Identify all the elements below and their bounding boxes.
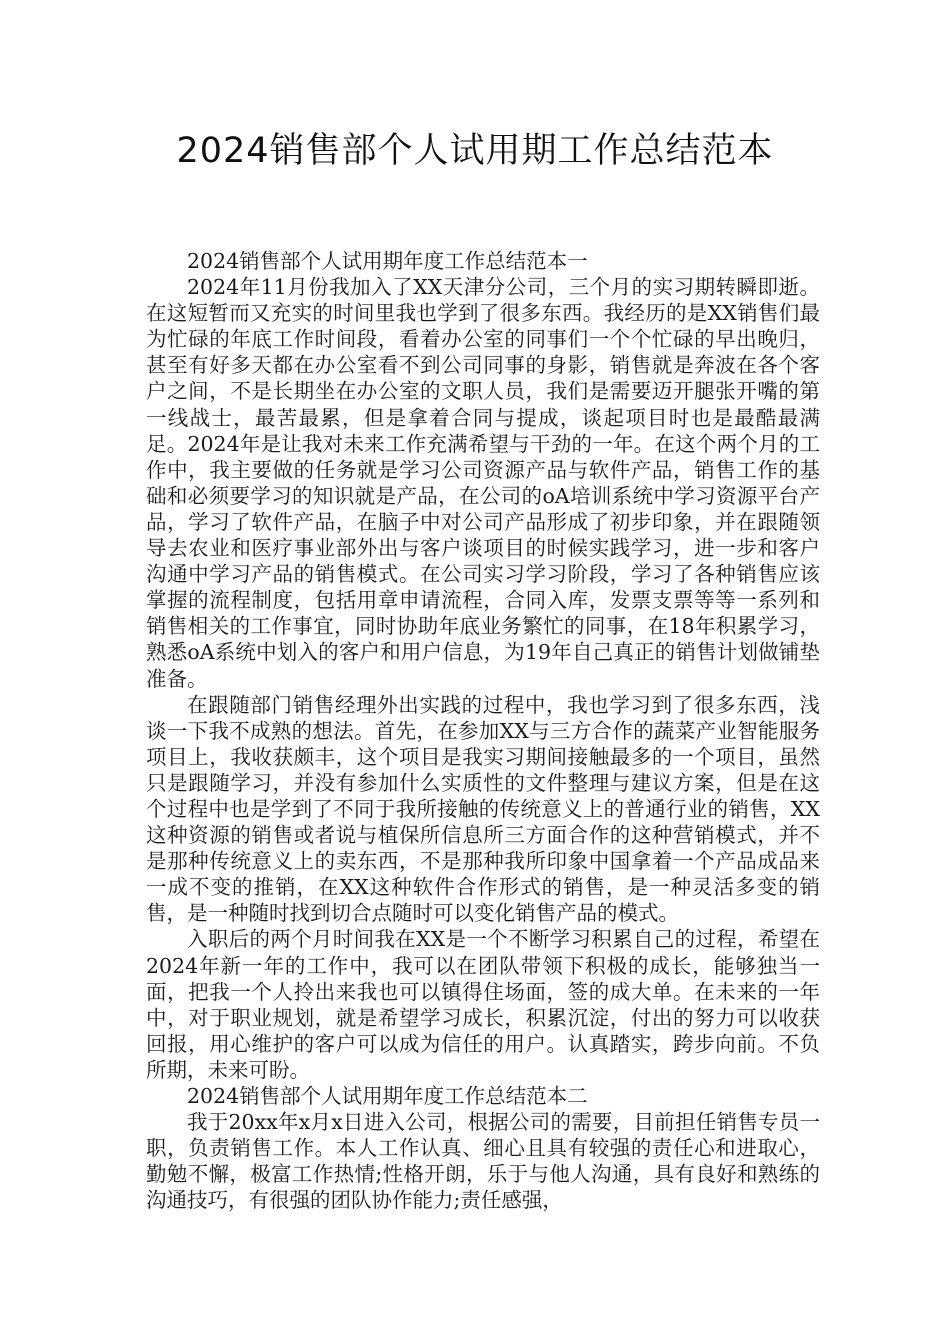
body-paragraph: 我于20xx年x月x日进入公司，根据公司的需要，目前担任销售专员一职，负责销售工作。本人工作认真、细心且具有较强的责任心和进取心，勤勉不懈，极富工作热情;性格开朗，乐于与他人沟通，具有良好和熟练的沟通技巧，有很强的团队协作能力;责任感强， — [146, 1110, 820, 1213]
section-heading-one: 2024销售部个人试用期年度工作总结范本一 — [187, 249, 588, 273]
document-body — [146, 248, 820, 1213]
body-paragraph: 2024年11月份我加入了XX天津分公司，三个月的实习期转瞬即逝。在这短暂而又充实的时间里我也学到了很多东西。我经历的是XX销售们最为忙碌的年底工作时间段，看着办公室的同事们一个个忙碌的早出晚归，甚至有好多天都在办公室看不到公司同事的身影，销售就是奔波在各个客户之间，不是长期坐在办公室的文职人员，我们是需要迈开腿张开嘴的第一线战士，最苦最累，但是拿着合同与提成，谈起项目时也是最酷最满足。2024年是让我对未来工作充满希望与干劲的一年。在这个两个月的工作中，我主要做的任务就是学习公司资源产品与软件产品，销售工作的基础和必须要学习的知识就是产品，在公司的oA培训系统中学习资源平台产品，学习了软件产品，在脑子中对公司产品形成了初步印象，并在跟随领导去农业和医疗事业部外出与客户谈项目的时候实践学习，进一步和客户沟通中学习产品的销售模式。在公司实习学习阶段，学习了各种销售应该掌握的流程制度，包括用章申请流程，合同入库，发票支票等等一系列和销售相关的工作事宜，同时协助年底业务繁忙的同事，在18年积累学习，熟悉oA系统中划入的客户和用户信息，为19年自己真正的销售计划做铺垫准备。 — [146, 275, 820, 691]
section-heading-two: 2024销售部个人试用期年度工作总结范本二 — [187, 1084, 588, 1108]
body-paragraph: 入职后的两个月时间我在XX是一个不断学习积累自己的过程，希望在2024年新一年的工作中，我可以在团队带领下积极的成长，能够独当一面，把我一个人拎出来我也可以镇得住场面，签的成大单。在未来的一年中，对于职业规划，就是希望学习成长，积累沉淀，付出的努力可以收获回报，用心维护的客户可以成为信任的用户。认真踏实，跨步向前。不负所期，未来可盼。 — [146, 927, 820, 1082]
body-paragraph: 在跟随部门销售经理外出实践的过程中，我也学习到了很多东西，浅谈一下我不成熟的想法。首先，在参加XX与三方合作的蔬菜产业智能服务项目上，我收获颇丰，这个项目是我实习期间接触最多的一个项目，虽然只是跟随学习，并没有参加什么实质性的文件整理与建议方案，但是在这个过程中也是学到了不同于我所接触的传统意义上的普通行业的销售，XX这种资源的销售或者说与植保所信息所三方面合作的这种营销模式，并不是那种传统意义上的卖东西，不是那种我所印象中国拿着一个产品成品来一成不变的推销，在XX这种软件合作形式的销售，是一种灵活多变的销售，是一种随时找到切合点随时可以变化销售产品的模式。 — [146, 692, 820, 926]
document-title: 2024销售部个人试用期工作总结范本 — [176, 131, 774, 171]
